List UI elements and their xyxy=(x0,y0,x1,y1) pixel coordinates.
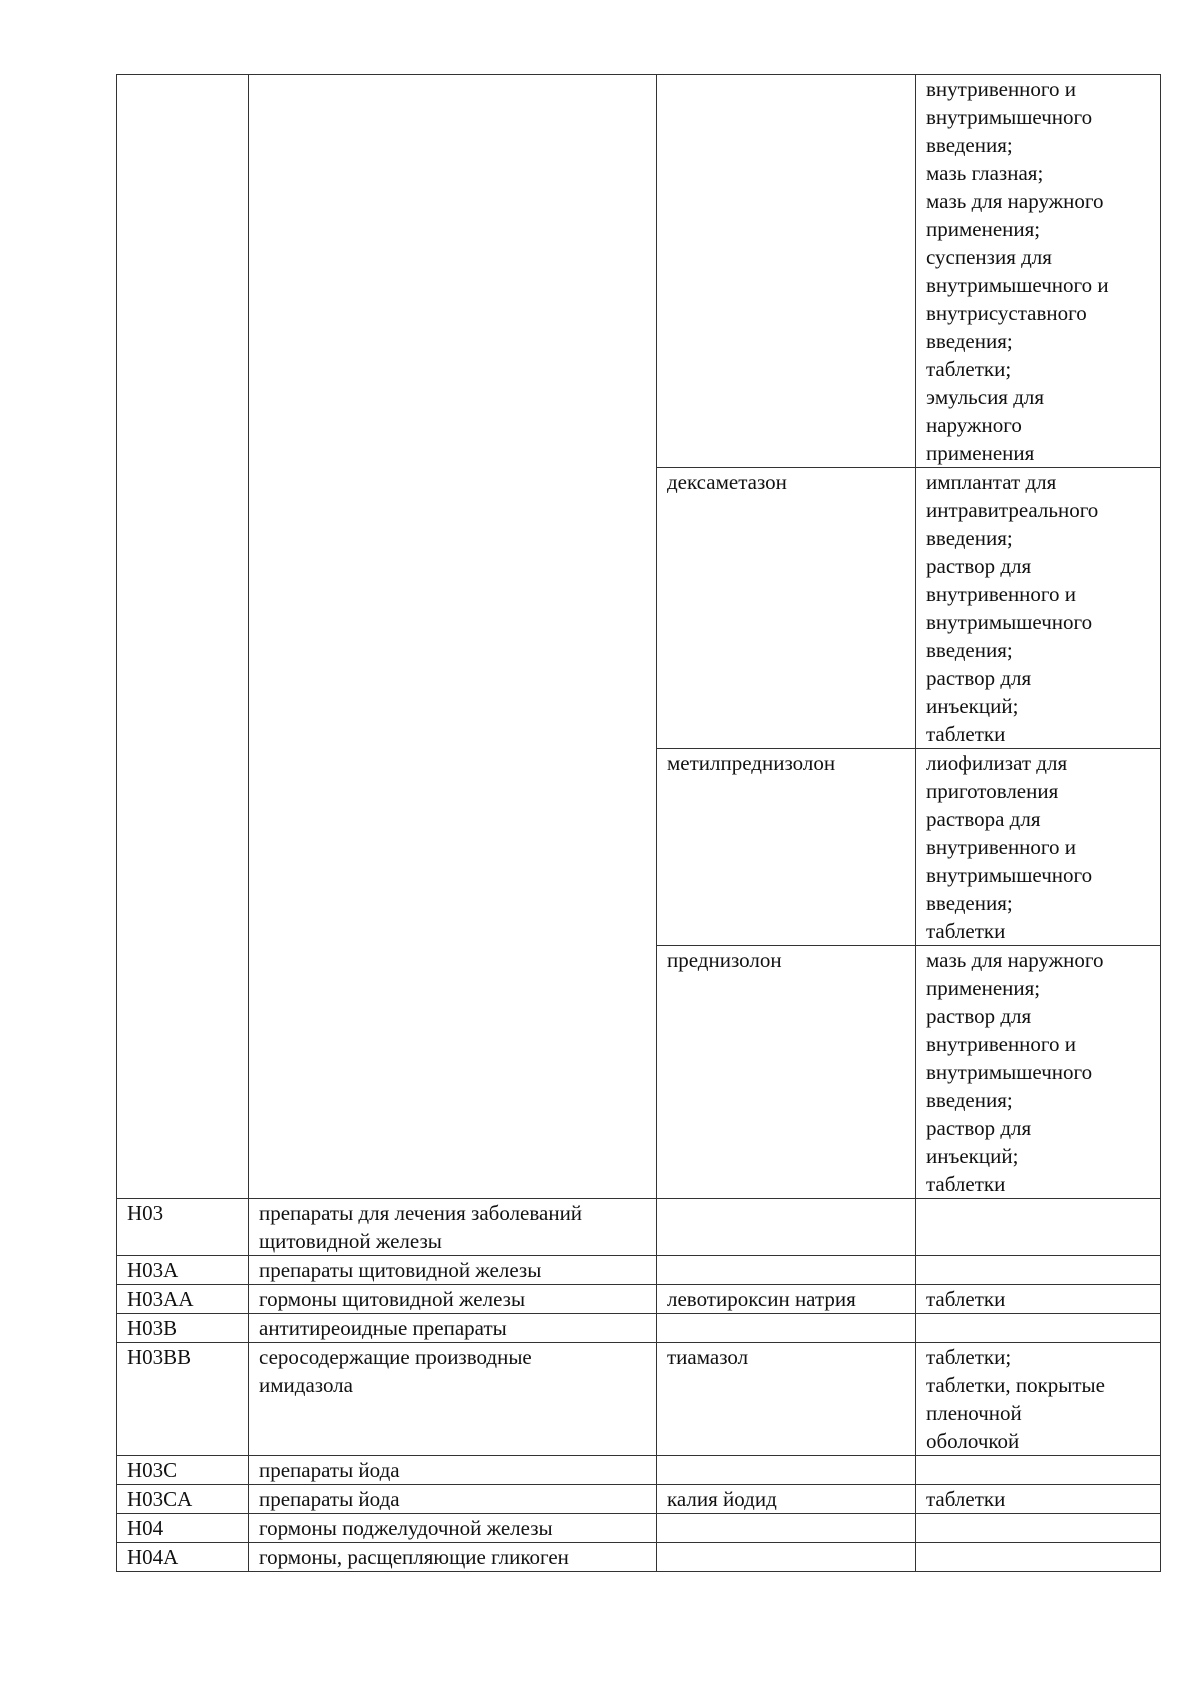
dosage-forms-cell xyxy=(916,1199,1161,1256)
anatomical-group-cell: серосодержащие производные имидазола xyxy=(249,1343,657,1456)
anatomical-group-cell: антитиреоидные препараты xyxy=(249,1314,657,1343)
dosage-forms-cell: имплантат для интравитреального введения; раствор для внутривенного и внутримышечного введения; раствор для инъекций; таблетки xyxy=(916,468,1161,749)
atc-code-cell: H03B xyxy=(117,1314,249,1343)
atc-code-cell: H03C xyxy=(117,1456,249,1485)
drug-name-cell: метилпреднизолон xyxy=(657,749,916,946)
table-row xyxy=(117,1514,1161,1543)
anatomical-group-cell: гормоны, расщепляющие гликоген xyxy=(249,1543,657,1572)
drug-name-cell xyxy=(657,75,916,468)
atc-code-cell xyxy=(117,75,249,1199)
drug-name-cell: преднизолон xyxy=(657,946,916,1199)
table-row xyxy=(117,1256,1161,1285)
table-row xyxy=(117,1285,1161,1314)
dosage-forms-cell: внутривенного и внутримышечного введения; мазь глазная; мазь для наружного применения; суспензия для внутримышечного и внутрисуставного введения; таблетки; эмульсия для наружного применения xyxy=(916,75,1161,468)
dosage-forms-cell: таблетки xyxy=(916,1485,1161,1514)
drug-name-cell: калия йодид xyxy=(657,1485,916,1514)
anatomical-group-cell: гормоны поджелудочной железы xyxy=(249,1514,657,1543)
atc-code-cell: H03CA xyxy=(117,1485,249,1514)
dosage-forms-cell xyxy=(916,1514,1161,1543)
atc-code-cell: H04A xyxy=(117,1543,249,1572)
dosage-forms-cell xyxy=(916,1314,1161,1343)
drug-name-cell: тиамазол xyxy=(657,1343,916,1456)
table-row xyxy=(117,1199,1161,1256)
dosage-forms-cell xyxy=(916,1456,1161,1485)
atc-code-cell: H03BB xyxy=(117,1343,249,1456)
table-row xyxy=(117,1343,1161,1456)
table-row xyxy=(117,1314,1161,1343)
anatomical-group-cell: препараты йода xyxy=(249,1456,657,1485)
atc-code-cell: H03AA xyxy=(117,1285,249,1314)
anatomical-group-cell: препараты для лечения заболеваний щитовидной железы xyxy=(249,1199,657,1256)
dosage-forms-cell xyxy=(916,1543,1161,1572)
atc-code-cell: H03 xyxy=(117,1199,249,1256)
anatomical-group-cell xyxy=(249,75,657,1199)
dosage-forms-cell: таблетки xyxy=(916,1285,1161,1314)
dosage-forms-cell xyxy=(916,1256,1161,1285)
atc-code-cell: H04 xyxy=(117,1514,249,1543)
drug-name-cell xyxy=(657,1199,916,1256)
table-row xyxy=(117,1485,1161,1514)
dosage-forms-cell: мазь для наружного применения; раствор для внутривенного и внутримышечного введения; раствор для инъекций; таблетки xyxy=(916,946,1161,1199)
drug-name-cell xyxy=(657,1543,916,1572)
anatomical-group-cell: гормоны щитовидной железы xyxy=(249,1285,657,1314)
drug-name-cell xyxy=(657,1514,916,1543)
dosage-forms-cell: таблетки; таблетки, покрытые пленочной оболочкой xyxy=(916,1343,1161,1456)
table-row xyxy=(117,75,1161,468)
drug-name-cell xyxy=(657,1256,916,1285)
dosage-forms-cell: лиофилизат для приготовления раствора для внутривенного и внутримышечного введения; таблетки xyxy=(916,749,1161,946)
drug-name-cell: левотироксин натрия xyxy=(657,1285,916,1314)
drug-name-cell: дексаметазон xyxy=(657,468,916,749)
anatomical-group-cell: препараты йода xyxy=(249,1485,657,1514)
drug-name-cell xyxy=(657,1456,916,1485)
drug-list-table xyxy=(116,74,1161,1572)
anatomical-group-cell: препараты щитовидной железы xyxy=(249,1256,657,1285)
drug-name-cell xyxy=(657,1314,916,1343)
table-row xyxy=(117,1543,1161,1572)
table-row xyxy=(117,1456,1161,1485)
atc-code-cell: H03A xyxy=(117,1256,249,1285)
